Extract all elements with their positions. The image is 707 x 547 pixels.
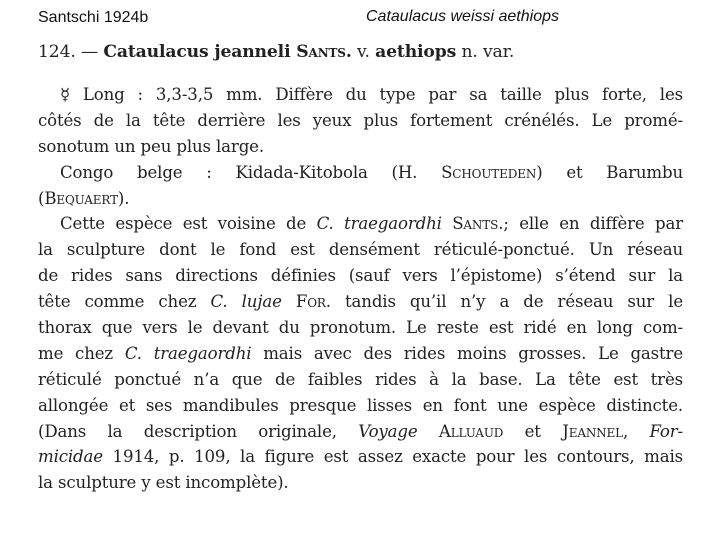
text-line (38, 419, 683, 445)
publication-title: Voyage (358, 421, 418, 441)
text-run: Cette espèce est voisine de (60, 214, 317, 234)
species-name: C. lujae (210, 292, 282, 312)
text-line: la sculpture dont le fond est densément réticulé-ponctué. Un réseau (38, 240, 683, 260)
text-run: tandis qu’il n’y a de réseau sur le (330, 292, 684, 312)
entry-title (38, 38, 683, 66)
entry-author: Sants. (290, 42, 352, 62)
text-run: , (622, 421, 650, 441)
text-run: Congo belge : Kidada-Kitobola (H. (60, 162, 442, 182)
author-name: For. (281, 292, 331, 312)
text-line (38, 341, 683, 367)
text-run: me chez (38, 343, 125, 363)
collector-name: Bequaert (44, 188, 118, 208)
text-line: ☿ Long : 3,3-3,5 mm. Diffère du type par sa taille plus forte, les (60, 85, 683, 104)
text-run: et (503, 421, 563, 441)
species-name: C. traegaordhi (316, 214, 442, 234)
text-line (38, 186, 683, 212)
text-run: ( (38, 188, 45, 208)
author-name: Sants. (441, 214, 504, 234)
text-line: réticulé ponctué n’a que de faibles rides à la base. La tête est très (38, 369, 683, 389)
header-reference: Santschi 1924b (38, 9, 149, 26)
collector-name: Schouteden (441, 162, 537, 182)
paragraph-comparison (38, 211, 683, 496)
text-run: 1914, p. 109, la figure est assez exacte pour les contours, mais (102, 447, 683, 467)
entry-species: Cataulacus jeanneli (103, 42, 291, 62)
text-line (38, 289, 683, 315)
author-name: Jeannel (562, 421, 623, 441)
text-line: côtés de la tête derrière les yeux plus fortement crénélés. Le promé- (38, 110, 683, 130)
species-name: C. traegaordhi (124, 343, 252, 363)
publication-title: micidae (38, 447, 103, 467)
text-run: ). (117, 188, 130, 208)
text-line: thorax que vers le devant du pronotum. Le reste est ridé en long com- (38, 318, 683, 338)
text-run: tête comme chez (38, 292, 211, 312)
scanned-text (38, 38, 683, 496)
text-line (38, 211, 683, 237)
text-line: de rides sans directions définies (sauf vers l’épistome) s’étend sur la (38, 266, 683, 286)
paragraph-description (38, 82, 683, 160)
publication-title: For- (649, 421, 684, 441)
text-line (38, 444, 683, 470)
text-run: mais avec des rides moins grosses. Le gastre (251, 343, 683, 363)
author-name: Alluaud (417, 421, 504, 441)
entry-number: 124. — (38, 42, 104, 62)
text-line: sonotum un peu plus large. (38, 136, 264, 156)
entry-status: n. var. (456, 42, 515, 62)
entry-variety: aethiops (375, 42, 457, 62)
text-run: ; elle en diffère par (503, 214, 683, 234)
text-line: allongée et ses mandibules presque lisses en font une espèce distincte. (38, 395, 683, 415)
text-line (38, 160, 683, 186)
paragraph-locality (38, 160, 683, 212)
text-run: ) et Barumbu (536, 162, 684, 182)
text-line: la sculpture y est incomplète). (38, 473, 289, 493)
text-run: (Dans la description originale, (38, 421, 359, 441)
entry-rank: v. (351, 42, 376, 62)
header-taxon: Cataulacus weissi aethiops (366, 8, 559, 25)
